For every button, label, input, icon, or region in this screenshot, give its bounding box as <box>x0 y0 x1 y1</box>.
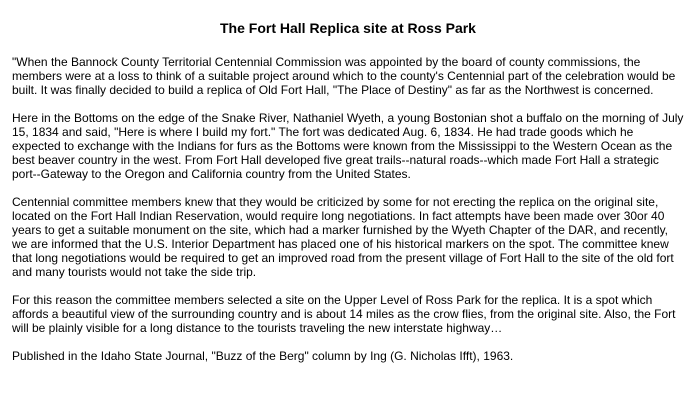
paragraph-source-citation: Published in the Idaho State Journal, "Buzz of the Berg" column by Ing (G. Nicholas Ifft), 1963. <box>12 349 514 363</box>
paragraph-wyeth-fort: Here in the Bottoms on the edge of the Snake River, Nathaniel Wyeth, a young Bostonian shot a buffalo on the morning of July 15, 1834 and said, "Here is where I build my fort." The fort was dedicated Aug. 6, 1834. He had trade goods which he expected to exchange with the Indians for furs as the Bottoms were known from the Mississippi to the Western Ocean as the best beaver country in the west. From Fort Hall developed five great trails--natural roads--which made Fort Hall a strategic port--Gateway to the Oregon and California country from the United States. <box>12 111 684 181</box>
page-title: The Fort Hall Replica site at Ross Park <box>220 20 476 36</box>
document-page <box>12 0 684 363</box>
paragraph-ross-park-site: For this reason the committee members selected a site on the Upper Level of Ross Park for the replica. It is a spot which affords a beautiful view of the surrounding country and is about 14 miles as the crow flies, from the original site. Also, the Fort will be plainly visible for a long distance to the tourists traveling the new interstate highway… <box>12 293 676 335</box>
paragraph-commission: "When the Bannock County Territorial Centennial Commission was appointed by the board of county commissions, the members were at a loss to think of a suitable project around which to the county's Centennial part of the celebration would be built. It was finally decided to build a replica of Old Fort Hall, "The Place of Destiny" as far as the Northwest is concerned. <box>12 55 676 97</box>
paragraph-original-site: Centennial committee members knew that they would be criticized by some for not erecting the replica on the original site, located on the Fort Hall Indian Reservation, would require long negotiations. In fact attempts have been made over 30or 40 years to get a suitable monument on the site, which had a marker furnished by the Wyeth Chapter of the DAR, and recently, we are informed that the U.S. Interior Department has placed one of his historical markers on the spot. The committee knew that long negotiations would be required to get an improved road from the present village of Fort Hall to the site of the old fort and many tourists would not take the side trip. <box>12 195 674 279</box>
